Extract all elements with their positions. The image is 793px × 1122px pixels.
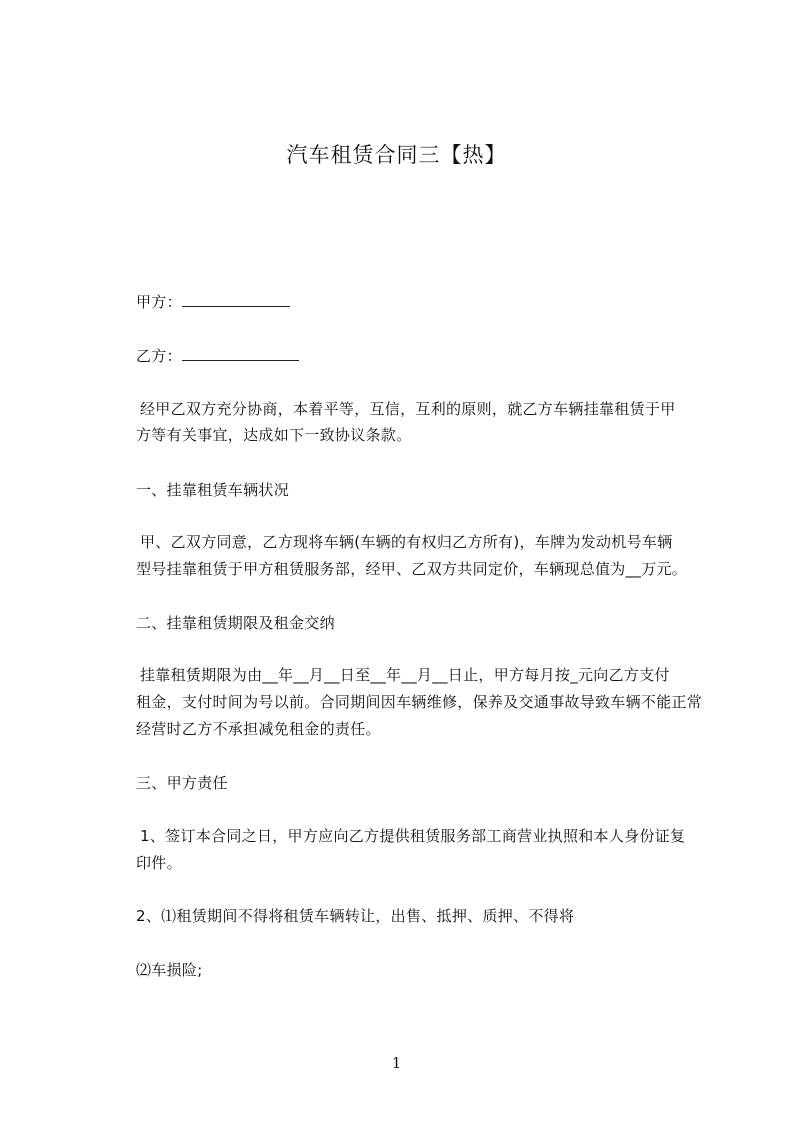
party-a-line [136,291,290,312]
party-a-label: 甲方： [136,293,182,311]
party-a-blank [182,291,290,307]
section-3-item-1-line-1: 1、签订本合同之日，甲方应向乙方提供租赁服务部工商营业执照和本人身份证复 [140,827,686,845]
intro-line-1: 经甲乙双方充分协商，本着平等，互信，互利的原则，就乙方车辆挂靠租赁于甲 [140,400,676,418]
section-1-line-2: 型号挂靠租赁于甲方租赁服务部，经甲、乙双方共同定价，车辆现总值为__万元。 [136,560,688,578]
section-2-line-3: 经营时乙方不承担减免租金的责任。 [136,720,381,738]
intro-line-2: 方等有关事宜，达成如下一致协议条款。 [136,426,412,444]
party-b-line [136,345,299,366]
party-b-blank [182,345,299,361]
section-3-item-2: 2、⑴租赁期间不得将租赁车辆转让，出售、抵押、质押、不得将 [136,907,575,925]
page-number: 1 [391,1054,402,1072]
section-3-item-3: ⑵车损险; [136,961,203,979]
section-1-line-1: 甲、乙双方同意，乙方现将车辆(车辆的有权归乙方所有)，车牌为发动机号车辆 [140,533,673,551]
section-3-item-1-line-2: 印件。 [136,854,182,872]
section-1-heading: 一、挂靠租赁车辆状况 [136,481,290,499]
section-2-line-1: 挂靠租赁期限为由__年__月__日至__年__月__日止，甲方每月按_元向乙方支付 [140,666,670,684]
section-3-heading: 三、甲方责任 [136,774,228,792]
section-2-heading: 二、挂靠租赁期限及租金交纳 [136,614,335,632]
document-title: 汽车租赁合同三【热】 [286,143,507,167]
party-b-label: 乙方： [136,347,182,365]
section-2-line-2: 租金，支付时间为号以前。合同期间因车辆维修，保养及交通事故导致车辆不能正常 [136,693,703,711]
